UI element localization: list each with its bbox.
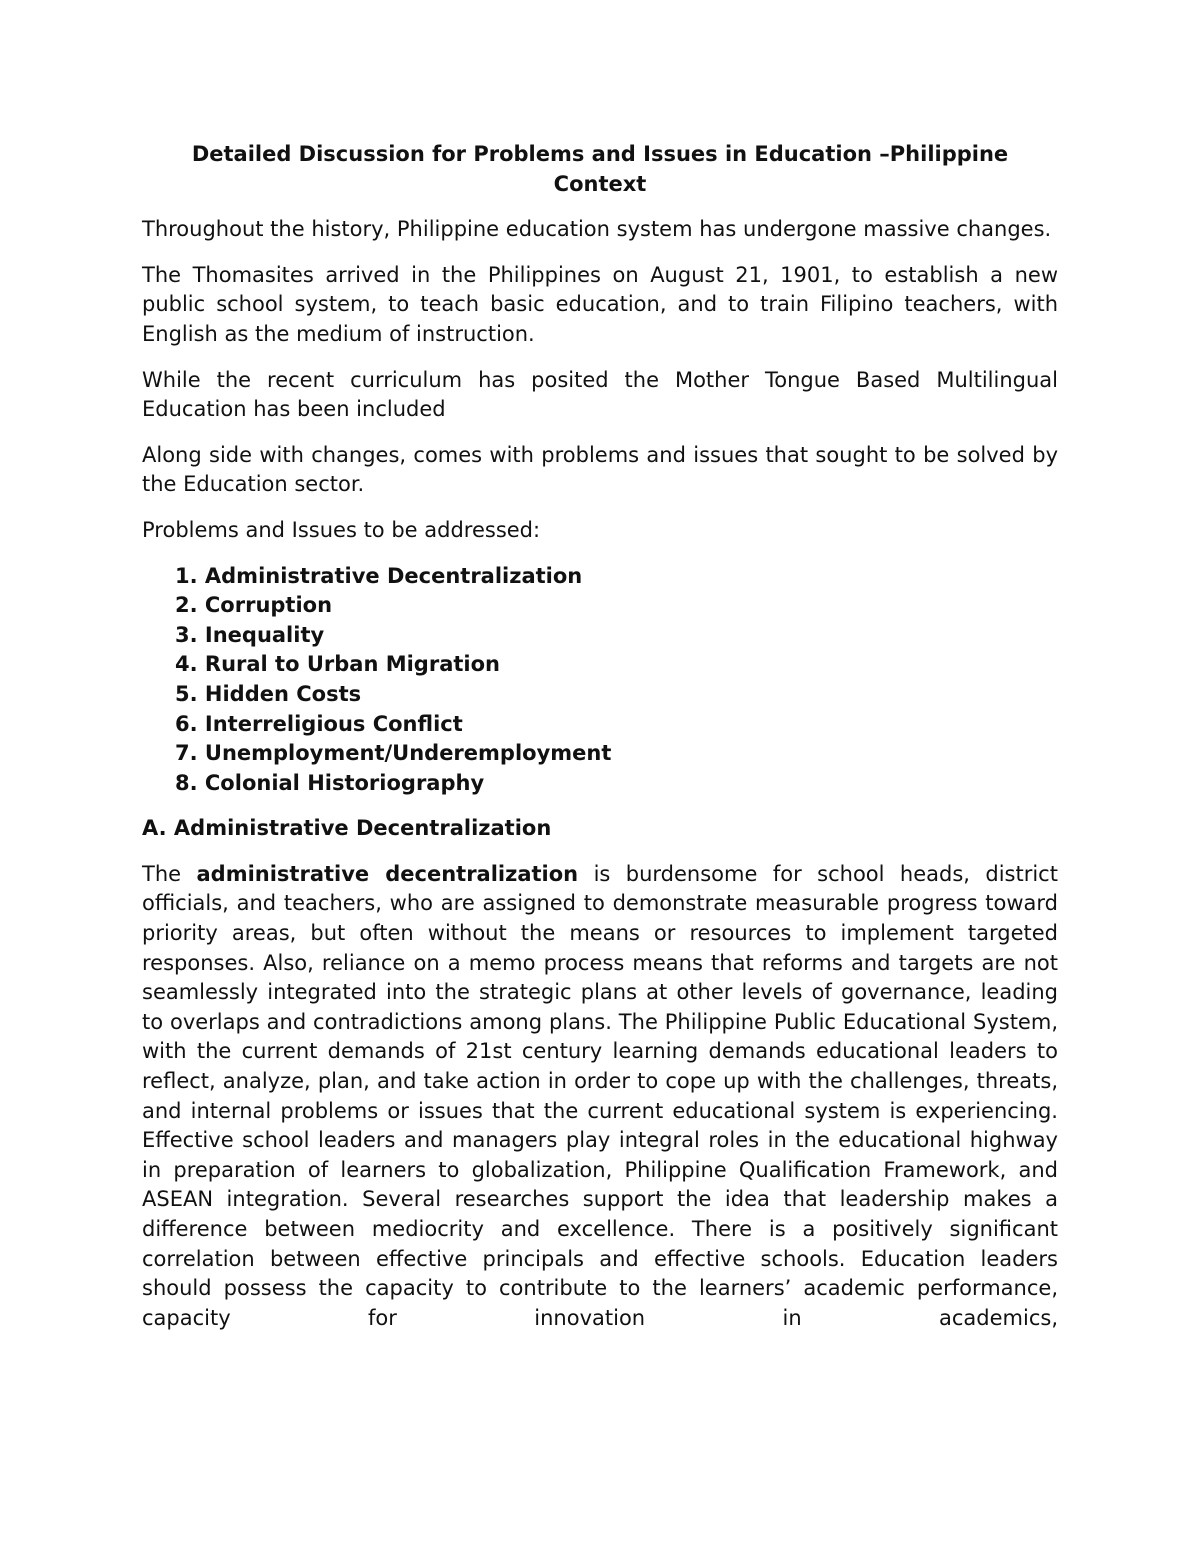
list-item: 3. Inequality	[175, 622, 325, 647]
list-item: 2. Corruption	[175, 593, 333, 618]
paragraph-history: Throughout the history, Philippine education system has undergone massive changes.	[142, 217, 1052, 242]
list-item: 7. Unemployment/Underemployment	[175, 741, 612, 766]
problems-list	[142, 562, 1058, 799]
list-item: 8. Colonial Historiography	[175, 770, 485, 795]
paragraph-problems-intro: Problems and Issues to be addressed:	[142, 517, 541, 542]
section-a-bold-term: administrative decentralization	[196, 861, 579, 886]
list-item: 1. Administrative Decentralization	[175, 563, 583, 588]
section-a-text: is burdensome for school heads, district officials, and teachers, who are assigned to demonstrate measurable progress toward priority areas, but often without the means or resources to implement targeted responses. Also, reliance on a memo process means that reforms and targets are not seamlessly integrated into the strategic plans at other levels of governance, leading to overlaps and contradictions among plans. The Philippine Public Educational System, with the current demands of 21st century learning demands educational leaders to reflect, analyze, plan, and take action in order to cope up with the challenges, threats, and internal problems or issues that the current educational system is experiencing. Effective school leaders and managers play integral roles in the educational highway in preparation of learners to globalization, Philippine Qualification Framework, and ASEAN integration. Several researches support the idea that leadership makes a difference between mediocrity and excellence. There is a positively significant correlation between effective principals and effective schools. Education leaders should possess the capacity to contribute to the learners’ academic performance, capacity for innovation in academics,	[142, 861, 1058, 1330]
document-page	[142, 140, 1058, 1349]
list-item: 4. Rural to Urban Migration	[175, 652, 500, 677]
section-a-body	[142, 860, 1058, 1334]
section-a-intro: The	[142, 861, 182, 886]
title-line-2: Context	[553, 171, 647, 196]
paragraph-changes: Along side with changes, comes with problems and issues that sought to be solved by the Education sector.	[142, 442, 1058, 497]
list-item: 6. Interreligious Conflict	[175, 711, 463, 736]
list-item: 5. Hidden Costs	[175, 681, 362, 706]
title-line-1: Detailed Discussion for Problems and Issues in Education –Philippine	[191, 142, 1009, 166]
paragraph-thomasites: The Thomasites arrived in the Philippines on August 21, 1901, to establish a new public school system, to teach basic education, and to train Filipino teachers, with English as the medium of instruction.	[142, 262, 1058, 346]
document-title	[142, 140, 1058, 199]
section-a-heading: A. Administrative Decentralization	[142, 816, 552, 841]
paragraph-curriculum: While the recent curriculum has posited the Mother Tongue Based Multilingual Education has been included	[142, 367, 1058, 422]
